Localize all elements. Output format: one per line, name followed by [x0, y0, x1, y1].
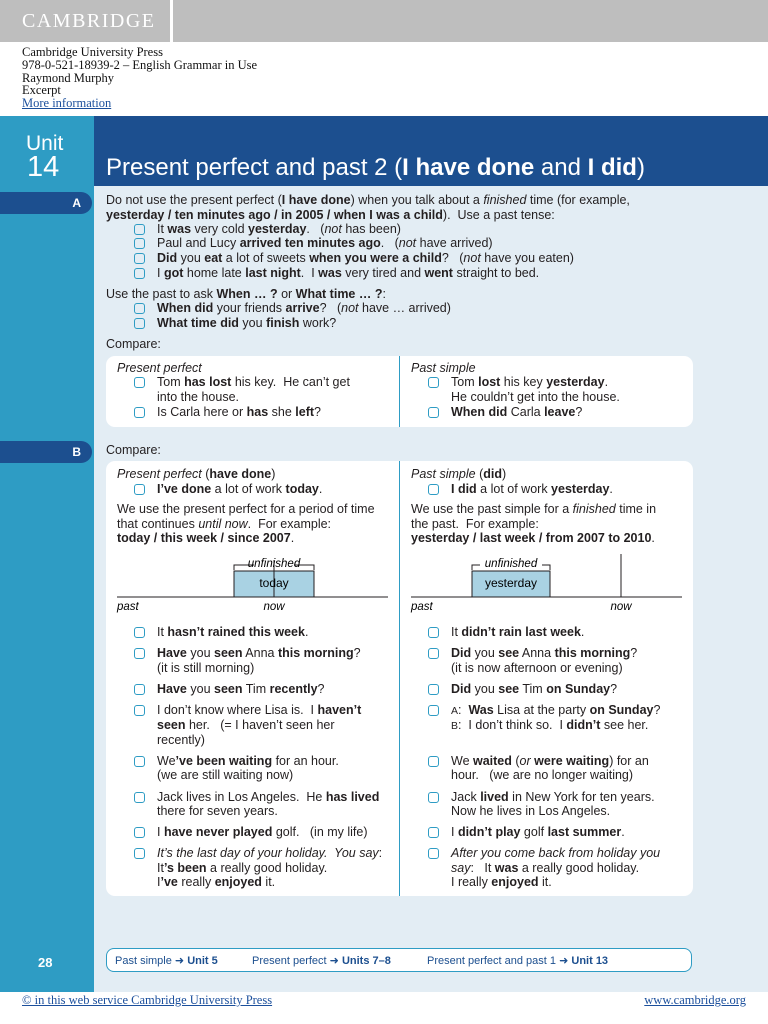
bullet-icon: [134, 705, 145, 716]
bullet-icon: [428, 377, 439, 388]
b-right-5: We waited (or were waiting) for an: [451, 754, 649, 768]
b-left-8c: I’ve really enjoyed it.: [157, 875, 276, 889]
bullet-icon: [134, 756, 145, 767]
b-right-8b: say: It was a really good holiday.: [451, 861, 640, 875]
bullet-icon: [428, 648, 439, 659]
bullet-icon: [428, 627, 439, 638]
b-right-explain-3: yesterday / last week / from 2007 to 2010.: [411, 531, 655, 545]
bullet-icon: [134, 648, 145, 659]
bullet-icon: [134, 224, 145, 235]
bullet-icon: [134, 627, 145, 638]
timeline-past-label: past: [117, 601, 139, 613]
a-intro-2: yesterday / ten minutes ago / in 2005 / when I was a child). Use a past tense:: [106, 208, 555, 222]
bullet-icon: [428, 705, 439, 716]
bullet-icon: [134, 253, 145, 264]
bullet-icon: [134, 303, 145, 314]
a-intro-1: Do not use the present perfect (I have done) when you talk about a finished time (for example,: [106, 193, 630, 207]
card-a-left-1: Tom has lost his key. He can’t get: [157, 375, 350, 389]
b-left-heading: Present perfect (have done): [117, 467, 276, 481]
timeline-now-label: now: [610, 601, 632, 613]
timeline-box-label: yesterday: [484, 576, 538, 590]
meta-publisher: Cambridge University Press: [22, 45, 163, 59]
a-example-4: I got home late last night. I was very tired and went straight to bed.: [157, 266, 540, 280]
b-right-6b: Now he lives in Los Angeles.: [451, 804, 611, 818]
b-right-8: After you come back from holiday you: [451, 846, 661, 860]
meta-excerpt: Excerpt: [22, 83, 61, 98]
b-left-4: I don’t know where Lisa is. I haven’t: [157, 703, 362, 717]
card-a-right-heading: Past simple: [411, 361, 476, 375]
timeline-box-label: today: [259, 576, 289, 590]
meta-author: Raymond Murphy: [22, 70, 115, 85]
xref-past-simple[interactable]: Past simple ➜ Unit 5: [115, 955, 218, 967]
b-right-example: I did a lot of work yesterday.: [451, 482, 613, 496]
b-left-7: I have never played golf. (in my life): [157, 825, 368, 839]
a-when-2: What time did you finish work?: [157, 316, 337, 330]
unit-label: Unit: [26, 132, 64, 155]
a-example-1: It was very cold yesterday. (not has been): [157, 222, 401, 236]
left-margin-band: [0, 116, 94, 992]
timeline-unfinished-label: unfinished: [247, 558, 301, 570]
a-when-intro: Use the past to ask When … ? or What time … ?:: [106, 287, 386, 301]
bullet-icon: [134, 407, 145, 418]
card-a-left-1b: into the house.: [157, 390, 240, 404]
section-a-tab: A: [0, 192, 92, 214]
b-right-2: Did you see Anna this morning?: [451, 646, 638, 660]
card-a-left-2: Is Carla here or has she left?: [157, 405, 321, 419]
bullet-icon: [428, 407, 439, 418]
card-divider: [399, 461, 400, 896]
bullet-icon: [428, 792, 439, 803]
b-left-3: Have you seen Tim recently?: [157, 682, 325, 696]
card-a-right-2: When did Carla leave?: [451, 405, 583, 419]
a-example-2: Paul and Lucy arrived ten minutes ago. (not have arrived): [157, 236, 493, 250]
timeline-past-simple: [400, 552, 692, 614]
bullet-icon: [428, 827, 439, 838]
bullet-icon: [134, 827, 145, 838]
b-left-explain-1: We use the present perfect for a period of time: [117, 502, 375, 516]
cambridge-website-link[interactable]: www.cambridge.org: [644, 993, 746, 1007]
a-compare-label: Compare:: [106, 337, 161, 351]
b-right-4b: B: I don’t think so. I didn’t see her.: [451, 718, 649, 732]
bullet-icon: [134, 377, 145, 388]
b-right-6: Jack lived in New York for ten years.: [451, 790, 655, 804]
b-left-6b: there for seven years.: [157, 804, 278, 818]
bullet-icon: [134, 484, 145, 495]
bullet-icon: [134, 238, 145, 249]
timeline-unfinished-label: unfinished: [484, 558, 538, 570]
card-a-right-1: Tom lost his key yesterday.: [451, 375, 609, 389]
page-title: Present perfect and past 2 (I have done and I did): [106, 154, 645, 181]
bullet-icon: [428, 684, 439, 695]
xref-present-perfect-past-1[interactable]: Present perfect and past 1 ➜ Unit 13: [427, 955, 609, 967]
b-left-6: Jack lives in Los Angeles. He has lived: [157, 790, 380, 804]
b-right-1: It didn’t rain last week.: [451, 625, 585, 639]
bullet-icon: [134, 792, 145, 803]
b-right-2b: (it is now afternoon or evening): [451, 661, 623, 675]
xref-present-perfect[interactable]: Present perfect ➜ Units 7–8: [252, 955, 391, 967]
cross-reference-bar: [106, 948, 692, 972]
b-left-4c: recently): [157, 733, 205, 747]
b-left-5: We’ve been waiting for an hour.: [157, 754, 339, 768]
b-right-heading: Past simple (did): [411, 467, 507, 481]
a-when-1: When did your friends arrive? (not have … arrived): [157, 301, 451, 315]
b-right-4: A: Was Lisa at the party on Sunday?: [451, 703, 661, 717]
b-right-3: Did you see Tim on Sunday?: [451, 682, 618, 696]
copyright-link[interactable]: © in this web service Cambridge University Press: [22, 993, 273, 1007]
b-right-7: I didn’t play golf last summer.: [451, 825, 625, 839]
meta-isbn: 978-0-521-18939-2 – English Grammar in Use: [22, 57, 258, 72]
b-left-8b: It’s been a really good holiday.: [157, 861, 328, 875]
b-left-2: Have you seen Anna this morning?: [157, 646, 361, 660]
bullet-icon: [134, 848, 145, 859]
bullet-icon: [428, 484, 439, 495]
b-left-explain-3: today / this week / since 2007.: [117, 531, 295, 545]
b-left-4b: seen her. (= I haven’t seen her: [157, 718, 335, 732]
b-left-8: It’s the last day of your holiday. You say:: [157, 846, 383, 860]
bullet-icon: [428, 756, 439, 767]
b-left-explain-2: that continues until now. For example:: [117, 517, 332, 531]
more-information-link[interactable]: More information: [22, 96, 112, 111]
logo-divider: [170, 0, 173, 42]
book-meta: [22, 46, 257, 110]
bullet-icon: [428, 848, 439, 859]
a-example-3: Did you eat a lot of sweets when you were a child? (not have you eaten): [157, 251, 574, 265]
b-right-explain-2: the past. For example:: [411, 517, 539, 531]
section-b-tab: B: [0, 441, 92, 463]
timeline-present-perfect: [106, 552, 399, 614]
b-right-5b: hour. (we are no longer waiting): [451, 768, 634, 782]
cambridge-logo: CAMBRIDGE: [22, 10, 156, 32]
timeline-now-label: now: [263, 601, 285, 613]
b-left-5b: (we are still waiting now): [157, 768, 294, 782]
b-left-1: It hasn’t rained this week.: [157, 625, 309, 639]
bullet-icon: [134, 268, 145, 279]
page-number: 28: [38, 955, 53, 970]
b-right-8c: I really enjoyed it.: [451, 875, 552, 889]
bullet-icon: [134, 318, 145, 329]
card-divider: [399, 356, 400, 427]
card-a-right-1b: He couldn’t get into the house.: [451, 390, 620, 404]
b-compare-label: Compare:: [106, 443, 161, 457]
b-left-2b: (it is still morning): [157, 661, 255, 675]
timeline-past-label: past: [411, 601, 433, 613]
unit-number: 14: [27, 151, 60, 183]
b-right-explain-1: We use the past simple for a finished time in: [411, 502, 657, 516]
bullet-icon: [134, 684, 145, 695]
card-a-left-heading: Present perfect: [117, 361, 202, 375]
b-left-example: I’ve done a lot of work today.: [157, 482, 323, 496]
